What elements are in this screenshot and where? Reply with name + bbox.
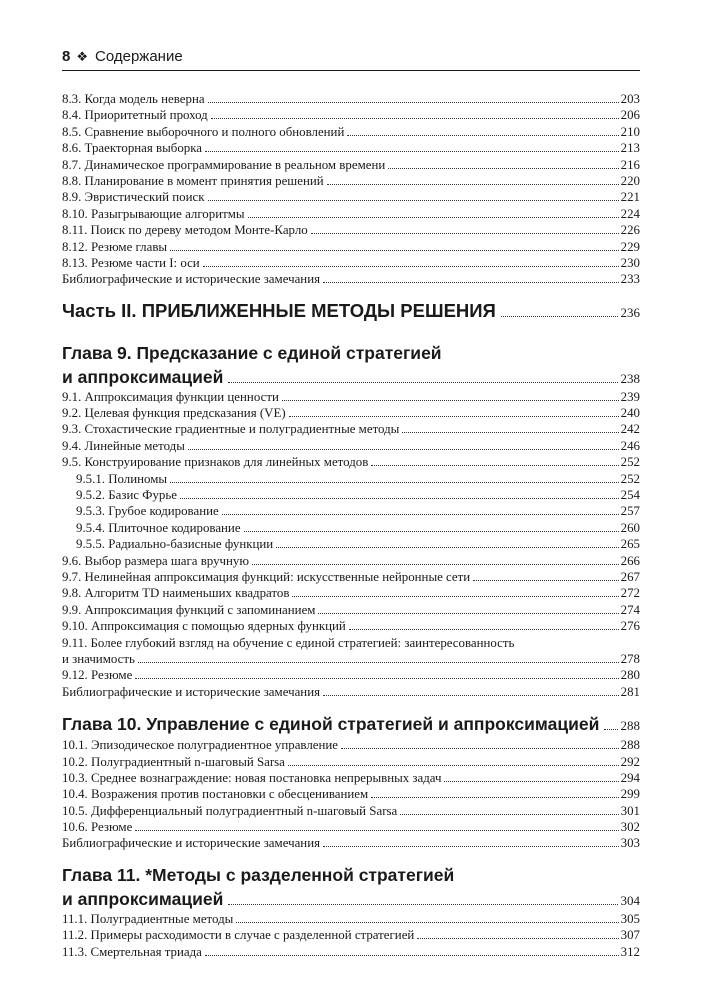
leader-dots (203, 266, 619, 267)
leader-dots (501, 316, 618, 317)
leader-dots (604, 729, 617, 730)
toc-entry-page: 274 (620, 602, 640, 617)
leader-dots (323, 695, 619, 696)
toc-subentry[interactable] (62, 536, 640, 552)
toc-entry[interactable] (62, 389, 640, 405)
toc-entry-title: 10.1. Эпизодическое полуградиентное управление (62, 738, 339, 753)
toc-entry-page: 246 (620, 438, 640, 453)
leader-dots (388, 168, 618, 169)
toc-entry-title-cont: и значимость (62, 651, 135, 666)
leader-dots (208, 200, 619, 201)
toc-entry[interactable] (62, 819, 640, 835)
toc-subentry[interactable] (62, 520, 640, 536)
toc-entry-title: 9.2. Целевая функция предсказания (VE) (62, 406, 286, 421)
leader-dots (289, 416, 619, 417)
toc-entry-title: 8.5. Сравнение выборочного и полного обновлений (62, 124, 345, 139)
leader-dots (170, 250, 619, 251)
toc-entry[interactable] (62, 770, 640, 786)
toc-entry-page: 216 (620, 157, 640, 172)
chapter-page: 288 (620, 718, 640, 734)
toc-entry[interactable] (62, 124, 640, 140)
toc-list-chapter11 (62, 911, 640, 960)
toc-entry-title: 9.4. Линейные методы (62, 438, 185, 453)
toc-entry-page: 206 (620, 108, 640, 123)
toc-entry[interactable] (62, 206, 640, 222)
toc-entry-page: 252 (620, 471, 640, 486)
toc-entry-title: 8.8. Планирование в момент принятия решений (62, 173, 324, 188)
toc-entry-title: 8.10. Разыгрывающие алгоритмы (62, 206, 245, 221)
leader-dots (228, 382, 617, 383)
toc-entry[interactable] (62, 140, 640, 156)
toc-entry[interactable] (62, 667, 640, 683)
toc-entry-page: 302 (620, 820, 640, 835)
toc-entry-title: 8.4. Приоритетный проход (62, 108, 208, 123)
toc-entry-title: 9.9. Аппроксимация функций с запоминанием (62, 602, 316, 617)
toc-chapter-heading[interactable] (62, 711, 640, 737)
leader-dots (170, 482, 619, 483)
toc-entry-page: 266 (620, 553, 640, 568)
toc-entry[interactable] (62, 927, 640, 943)
toc-entry-title: 11.2. Примеры расходимости в случае с разделенной стратегией (62, 928, 415, 943)
toc-entry-title: 9.5. Конструирование признаков для линейных методов (62, 455, 369, 470)
toc-entry[interactable] (62, 189, 640, 205)
part-title: Часть II. ПРИБЛИЖЕННЫЕ МЕТОДЫ РЕШЕНИЯ (62, 299, 496, 321)
toc-entry-title: 8.3. Когда модель неверна (62, 92, 205, 106)
toc-entry-page: 226 (620, 223, 640, 238)
toc-entry[interactable] (62, 737, 640, 753)
toc-entry-title: 8.13. Резюме части I: оси (62, 255, 200, 270)
toc-entry-page: 239 (620, 389, 640, 404)
toc-entry-page: 233 (620, 272, 640, 287)
toc-entry-title: 9.10. Аппроксимация с помощью ядерных функций (62, 619, 346, 634)
leader-dots (311, 233, 619, 234)
leader-dots (349, 629, 619, 630)
toc-entry[interactable] (62, 602, 640, 618)
leader-dots (341, 748, 619, 749)
leader-dots (402, 432, 618, 433)
toc-entry[interactable] (62, 835, 640, 851)
toc-entry-title: 10.2. Полуградиентный n-шаговый Sarsa (62, 754, 285, 769)
toc-entry-page: 242 (620, 422, 640, 437)
toc-entry[interactable] (62, 569, 640, 585)
toc-entry-title: 9.12. Резюме (62, 668, 133, 683)
leader-dots (276, 547, 618, 548)
toc-entry-page: 303 (620, 836, 640, 851)
toc-entry[interactable] (62, 91, 640, 107)
toc-entry-page: 276 (620, 619, 640, 634)
ornament-icon: ❖ (76, 49, 88, 64)
toc-entry-continuation[interactable] (62, 651, 640, 667)
toc-entry-page: 240 (620, 406, 640, 421)
toc-entry[interactable] (62, 405, 640, 421)
toc-entry-title: 8.7. Динамическое программирование в реальном времени (62, 157, 386, 172)
toc-entry-title: 9.7. Нелинейная аппроксимация функций: искусственные нейронные сети (62, 569, 471, 584)
leader-dots (205, 955, 619, 956)
page-number: 8 (62, 48, 71, 65)
toc-entry[interactable] (62, 618, 640, 634)
toc-entry-title: 10.6. Резюме (62, 820, 133, 835)
toc-entry[interactable] (62, 911, 640, 927)
toc-entry-title: 8.6. Траекторная выборка (62, 141, 203, 156)
toc-chapter-heading[interactable] (62, 341, 640, 389)
toc-entry-title: Библиографические и исторические замечания (62, 684, 321, 699)
toc-entry-page: 299 (620, 787, 640, 802)
toc-entry-title: 9.1. Аппроксимация функции ценности (62, 389, 279, 404)
toc-entry-page: 230 (620, 255, 640, 270)
toc-entry-title: 8.12. Резюме главы (62, 239, 168, 254)
toc-list-chapter8 (62, 91, 640, 288)
leader-dots (323, 846, 619, 847)
toc-entry-multiline[interactable] (62, 635, 640, 651)
leader-dots (205, 151, 619, 152)
leader-dots (135, 830, 618, 831)
toc-entry-title: 9.5.3. Грубое кодирование (76, 504, 219, 519)
toc-entry[interactable] (62, 255, 640, 271)
toc-subentry[interactable] (62, 471, 640, 487)
toc-entry-page: 221 (620, 190, 640, 205)
toc-entry-page: 210 (620, 124, 640, 139)
toc-entry[interactable] (62, 684, 640, 700)
leader-dots (252, 564, 619, 565)
toc-entry-page: 305 (620, 911, 640, 926)
leader-dots (188, 449, 619, 450)
toc-entry-page: 220 (620, 173, 640, 188)
toc-entry-page: 272 (620, 586, 640, 601)
toc-entry-title: 11.3. Смертельная триада (62, 944, 202, 959)
toc-entry-title: 11.1. Полуградиентные методы (62, 911, 234, 926)
toc-entry[interactable] (62, 107, 640, 123)
toc-entry-page: 254 (620, 488, 640, 503)
chapter-title: Глава 10. Управление с единой стратегией и аппроксимацией (62, 714, 600, 735)
leader-dots (244, 531, 619, 532)
toc-entry-page: 301 (620, 803, 640, 818)
toc-list-chapter10 (62, 737, 640, 852)
chapter-title-line2: и аппроксимацией (62, 366, 224, 387)
leader-dots (211, 118, 619, 119)
toc-entry-page: 252 (620, 455, 640, 470)
leader-dots (323, 282, 619, 283)
leader-dots (282, 400, 619, 401)
toc-entry-page: 229 (620, 239, 640, 254)
toc-entry[interactable] (62, 786, 640, 802)
toc-list-chapter9 (62, 389, 640, 700)
toc-entry-title: 9.5.4. Плиточное кодирование (76, 520, 241, 535)
part-page: 236 (620, 304, 640, 320)
leader-dots (138, 662, 619, 663)
toc-entry-title: Библиографические и исторические замечания (62, 272, 321, 287)
toc-entry-page: 224 (620, 206, 640, 221)
leader-dots (318, 613, 618, 614)
toc-chapter-heading[interactable] (62, 863, 640, 911)
toc-entry-page: 280 (620, 668, 640, 683)
leader-dots (228, 904, 617, 905)
toc-part-heading[interactable] (62, 300, 640, 330)
toc-entry[interactable] (62, 157, 640, 173)
toc-entry-title: 9.6. Выбор размера шага вручную (62, 553, 249, 568)
toc-entry[interactable] (62, 754, 640, 770)
chapter-title-line1: Глава 9. Предсказание с единой стратегией (62, 342, 442, 363)
leader-dots (347, 135, 618, 136)
toc-entry[interactable] (62, 803, 640, 819)
leader-dots (400, 814, 618, 815)
running-header (62, 48, 640, 71)
toc-entry-title: 9.5.1. Полиномы (76, 471, 168, 486)
leader-dots (288, 765, 619, 766)
toc-entry-title: 10.5. Дифференциальный полуградиентный n-шаговый Sarsa (62, 803, 398, 818)
toc-entry-page: 292 (620, 754, 640, 769)
leader-dots (135, 678, 618, 679)
toc-entry-page: 278 (620, 651, 640, 666)
leader-dots (371, 797, 618, 798)
toc-entry-page: 307 (620, 928, 640, 943)
leader-dots (248, 217, 619, 218)
leader-dots (292, 596, 618, 597)
toc-entry-title: 10.3. Среднее вознаграждение: новая постановка непрерывных задач (62, 770, 442, 785)
toc-entry[interactable] (62, 271, 640, 287)
toc-subentry[interactable] (62, 503, 640, 519)
toc-entry-title: 9.5.5. Радиально-базисные функции (76, 537, 274, 552)
toc-entry[interactable] (62, 454, 640, 470)
chapter-page: 238 (620, 370, 640, 386)
toc-entry-title: 9.11. Более глубокий взгляд на обучение с единой стратегией: заинтересованность (62, 635, 515, 650)
leader-dots (236, 922, 618, 923)
toc-entry-page: 260 (620, 520, 640, 535)
toc-entry-page: 257 (620, 504, 640, 519)
toc-entry-title: 9.5.2. Базис Фурье (76, 488, 177, 503)
toc-entry-page: 265 (620, 537, 640, 552)
leader-dots (444, 781, 618, 782)
leader-dots (208, 102, 619, 103)
toc-entry[interactable] (62, 222, 640, 238)
toc-entry-title: 8.11. Поиск по дереву методом Монте-Карло (62, 223, 308, 238)
leader-dots (180, 498, 619, 499)
toc-entry[interactable] (62, 438, 640, 454)
toc-entry[interactable] (62, 421, 640, 437)
toc-entry[interactable] (62, 944, 640, 960)
toc-subentry[interactable] (62, 487, 640, 503)
toc-entry[interactable] (62, 553, 640, 569)
toc-entry-page: 203 (620, 92, 640, 106)
toc-entry-page: 294 (620, 770, 640, 785)
toc-entry[interactable] (62, 239, 640, 255)
toc-entry-page: 312 (620, 944, 640, 959)
chapter-title-line2: и аппроксимацией (62, 888, 224, 909)
leader-dots (222, 514, 619, 515)
toc-entry-title: 9.3. Стохастические градиентные и полуградиентные методы (62, 422, 400, 437)
leader-dots (473, 580, 618, 581)
toc-entry-page: 288 (620, 738, 640, 753)
toc-entry[interactable] (62, 585, 640, 601)
toc-entry-page: 267 (620, 569, 640, 584)
leader-dots (327, 184, 619, 185)
leader-dots (417, 938, 618, 939)
toc-entry-title: 9.8. Алгоритм TD наименьших квадратов (62, 586, 290, 601)
toc-entry-title: 8.9. Эвристический поиск (62, 190, 205, 205)
toc-entry-page: 213 (620, 141, 640, 156)
toc-page (62, 48, 640, 960)
toc-entry-title: Библиографические и исторические замечания (62, 836, 321, 851)
toc-entry[interactable] (62, 173, 640, 189)
chapter-page: 304 (620, 892, 640, 908)
chapter-title-line1: Глава 11. *Методы с разделенной стратегией (62, 864, 455, 885)
toc-entry-title: 10.4. Возражения против постановки с обесцениванием (62, 787, 369, 802)
toc-entry-page: 281 (620, 684, 640, 699)
leader-dots (371, 465, 618, 466)
header-title: Содержание (95, 48, 183, 65)
